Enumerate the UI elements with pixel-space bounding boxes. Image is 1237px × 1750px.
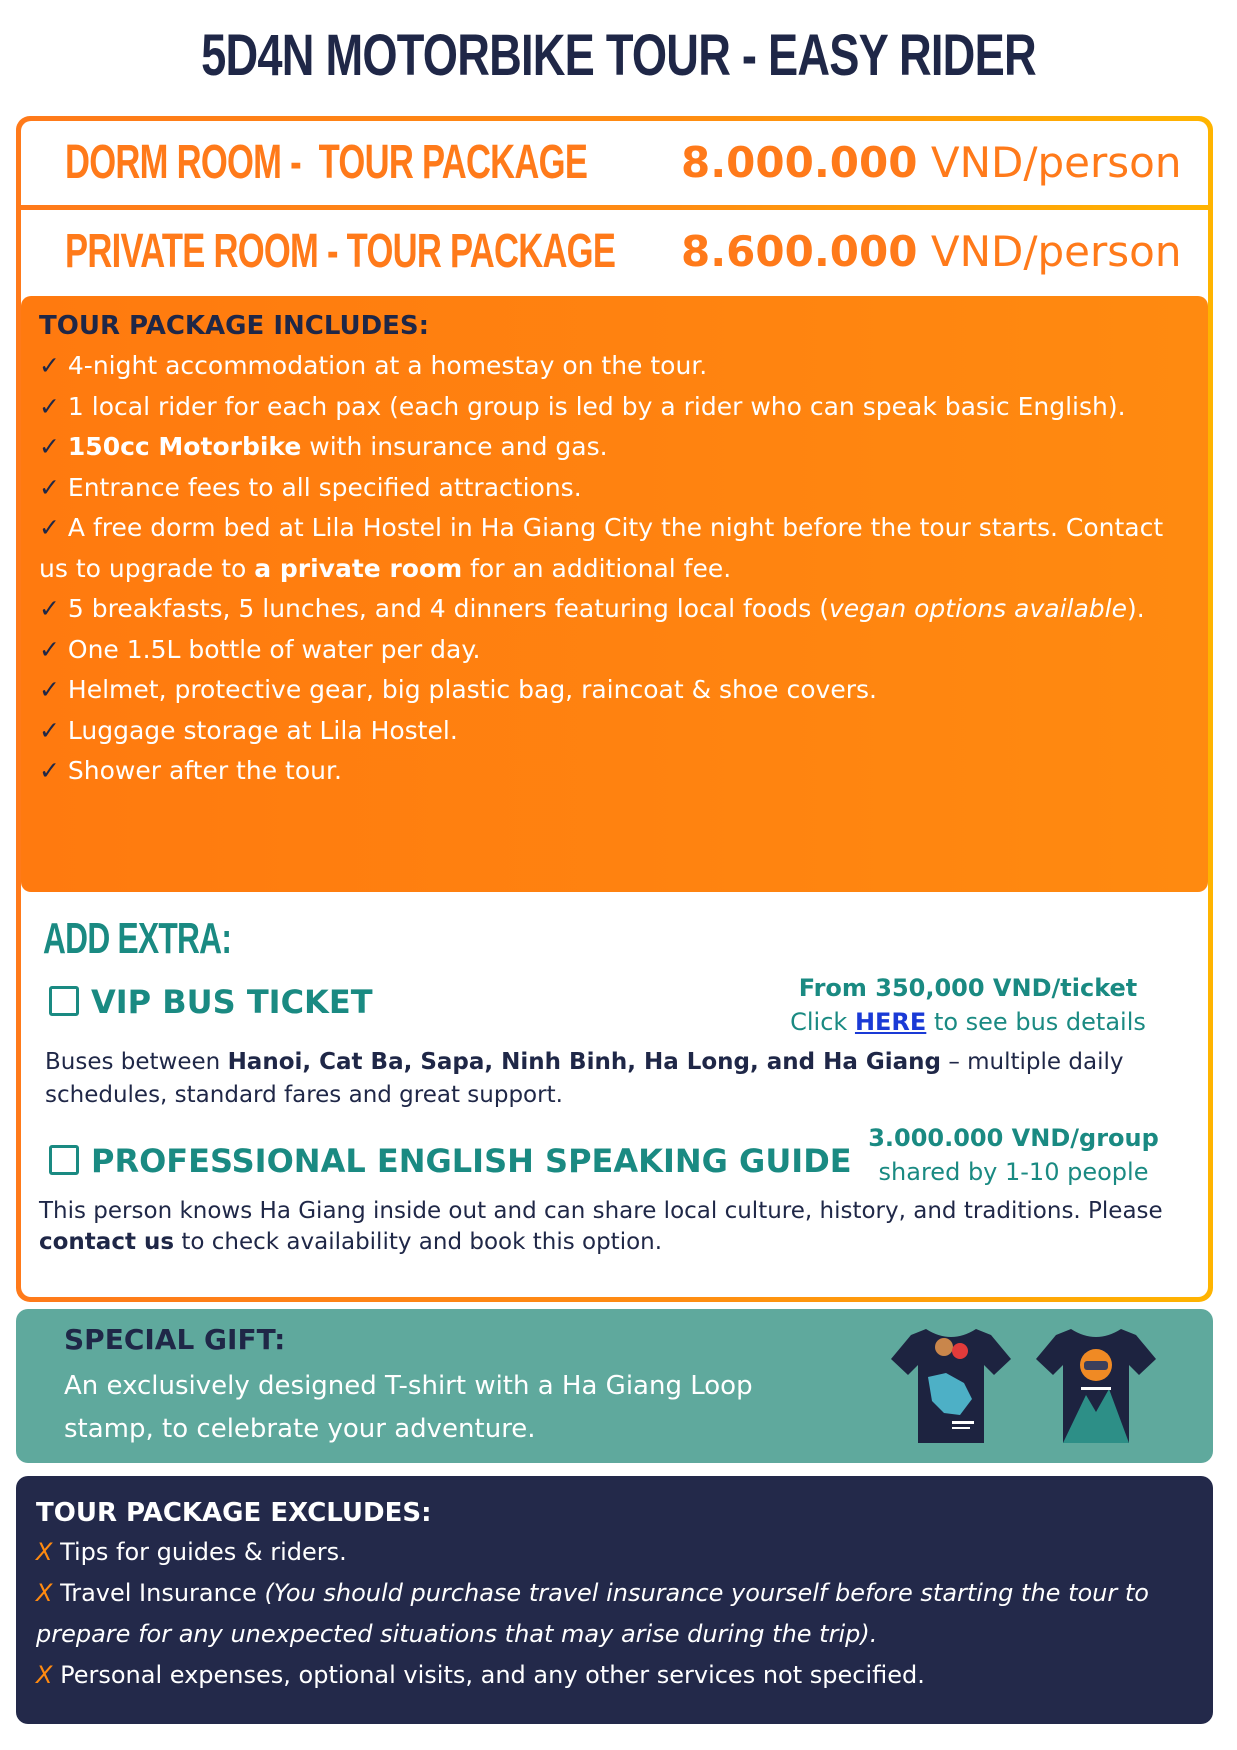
- vip-bus-price-block: [741, 971, 1195, 1039]
- guide-label: PROFESSIONAL ENGLISH SPEAKING GUIDE: [91, 1142, 852, 1180]
- include-text: Helmet, protective gear, big plastic bag, raincoat & shoe covers.: [67, 675, 877, 704]
- include-item: [39, 630, 1190, 671]
- vip-bus-label: VIP BUS TICKET: [91, 983, 373, 1021]
- exclude-text: Personal expenses, optional visits, and any other services not specified.: [52, 1661, 925, 1689]
- include-text: 5 breakfasts, 5 lunches, and 4 dinners featuring local foods (: [67, 594, 829, 623]
- package-price-unit: VND/person: [917, 227, 1182, 276]
- package-price-amount: 8.600.000: [681, 227, 918, 276]
- tshirt-map-icon: [886, 1317, 1016, 1447]
- pricing-frame: [16, 116, 1213, 1302]
- check-icon: ✓: [39, 675, 60, 704]
- guide-description: [39, 1196, 1199, 1258]
- check-icon: ✓: [39, 756, 60, 785]
- exclude-text: Travel Insurance: [52, 1579, 265, 1607]
- include-text: 1 local rider for each pax (each group is led by a rider who can speak basic English).: [67, 391, 1126, 421]
- gift-heading: SPECIAL GIFT:: [64, 1323, 286, 1356]
- desc-bold: contact us: [39, 1229, 175, 1255]
- special-gift-panel: [16, 1309, 1213, 1463]
- excludes-panel: [16, 1476, 1213, 1724]
- x-icon: X: [36, 1661, 53, 1689]
- package-price: [681, 121, 1181, 205]
- click-text: Click: [790, 1008, 855, 1036]
- vip-bus-description: [45, 1046, 1195, 1112]
- include-bold: a private room: [254, 553, 463, 583]
- include-item: [39, 427, 1190, 468]
- x-icon: X: [36, 1579, 53, 1607]
- check-icon: ✓: [39, 472, 60, 502]
- check-icon: ✓: [39, 634, 60, 664]
- tshirt-helmet-icon: [1031, 1317, 1161, 1447]
- guide-option[interactable]: [49, 1142, 852, 1180]
- include-text: 4-night accommodation at a homestay on the tour.: [67, 351, 708, 380]
- include-text: Shower after the tour.: [67, 756, 342, 785]
- check-icon: ✓: [39, 432, 60, 461]
- vip-bus-price: From 350,000 VND/ticket: [798, 974, 1138, 1002]
- check-icon: ✓: [39, 594, 60, 623]
- include-item: [39, 387, 1190, 428]
- link-suffix: to see bus details: [926, 1008, 1146, 1036]
- include-text: with insurance and gas.: [301, 432, 608, 461]
- check-icon: ✓: [39, 513, 60, 542]
- check-icon: ✓: [39, 351, 60, 380]
- exclude-item: [36, 1573, 1195, 1655]
- check-icon: ✓: [39, 715, 60, 745]
- guide-price-block: [841, 1121, 1186, 1189]
- include-item: [39, 468, 1190, 509]
- include-item: [39, 751, 1190, 792]
- package-price-amount: 8.000.000: [681, 138, 918, 187]
- desc-text: This person knows Ha Giang inside out and can share local culture, history, and traditions. Please: [39, 1198, 1163, 1224]
- guide-checkbox[interactable]: [49, 1145, 79, 1175]
- desc-bold: Hanoi, Cat Ba, Sapa, Ninh Binh, Ha Long, and Ha Giang: [227, 1049, 942, 1075]
- include-text: A free dorm bed at Lila Hostel in Ha Giang City the night before the tour starts. Contact us to upgrade to: [39, 513, 1164, 583]
- check-icon: ✓: [39, 391, 60, 421]
- desc-text: to check availability and book this option.: [174, 1229, 663, 1255]
- include-text: ).: [1127, 594, 1145, 623]
- page-title: 5D4N MOTORBIKE TOUR - EASY RIDER: [201, 23, 1036, 88]
- exclude-item: [36, 1532, 1195, 1573]
- package-name: DORM ROOM - TOUR PACKAGE: [65, 136, 588, 189]
- here-link[interactable]: HERE: [854, 1008, 927, 1036]
- package-name: PRIVATE ROOM - TOUR PACKAGE: [65, 225, 616, 278]
- vip-bus-link-line: [741, 1005, 1195, 1039]
- include-item: [39, 346, 1190, 387]
- include-item: [39, 670, 1190, 711]
- desc-text: – multiple daily schedules, standard fares and great support.: [45, 1049, 1124, 1108]
- exclude-italic: (You should purchase travel insurance yourself before starting the tour to prepare for any unexpected situations that may arise during the trip).: [36, 1579, 1149, 1648]
- package-price-unit: VND/person: [917, 138, 1182, 187]
- exclude-item: [36, 1655, 1195, 1696]
- guide-price: 3.000.000 VND/group: [868, 1124, 1159, 1152]
- x-icon: X: [36, 1538, 53, 1566]
- include-text: Luggage storage at Lila Hostel.: [67, 715, 458, 745]
- vip-bus-checkbox[interactable]: [49, 986, 79, 1016]
- excludes-heading: TOUR PACKAGE EXCLUDES:: [36, 1498, 432, 1528]
- include-item: [39, 508, 1190, 589]
- include-item: [39, 589, 1190, 630]
- desc-text: Buses between: [45, 1049, 228, 1075]
- include-text: for an additional fee.: [462, 553, 732, 583]
- package-row-private: [21, 210, 1208, 294]
- includes-heading: TOUR PACKAGE INCLUDES:: [39, 311, 430, 341]
- pricing-frame-inner: [21, 121, 1208, 1297]
- include-text: Entrance fees to all specified attractions.: [67, 472, 582, 502]
- package-row-dorm: [21, 121, 1208, 205]
- includes-panel: [21, 296, 1208, 892]
- include-text: One 1.5L bottle of water per day.: [67, 634, 481, 664]
- guide-price-sub: shared by 1-10 people: [878, 1158, 1149, 1186]
- package-price: [681, 210, 1181, 294]
- gift-text: An exclusively designed T-shirt with a Ha Giang Loop stamp, to celebrate your adventure.: [64, 1371, 753, 1444]
- add-extra-heading: ADD EXTRA:: [43, 914, 232, 963]
- exclude-text: Tips for guides & riders.: [52, 1538, 347, 1566]
- vip-bus-option[interactable]: [49, 983, 373, 1021]
- include-bold: 150cc Motorbike: [67, 432, 302, 461]
- include-item: [39, 711, 1190, 752]
- include-italic: vegan options available: [828, 594, 1127, 623]
